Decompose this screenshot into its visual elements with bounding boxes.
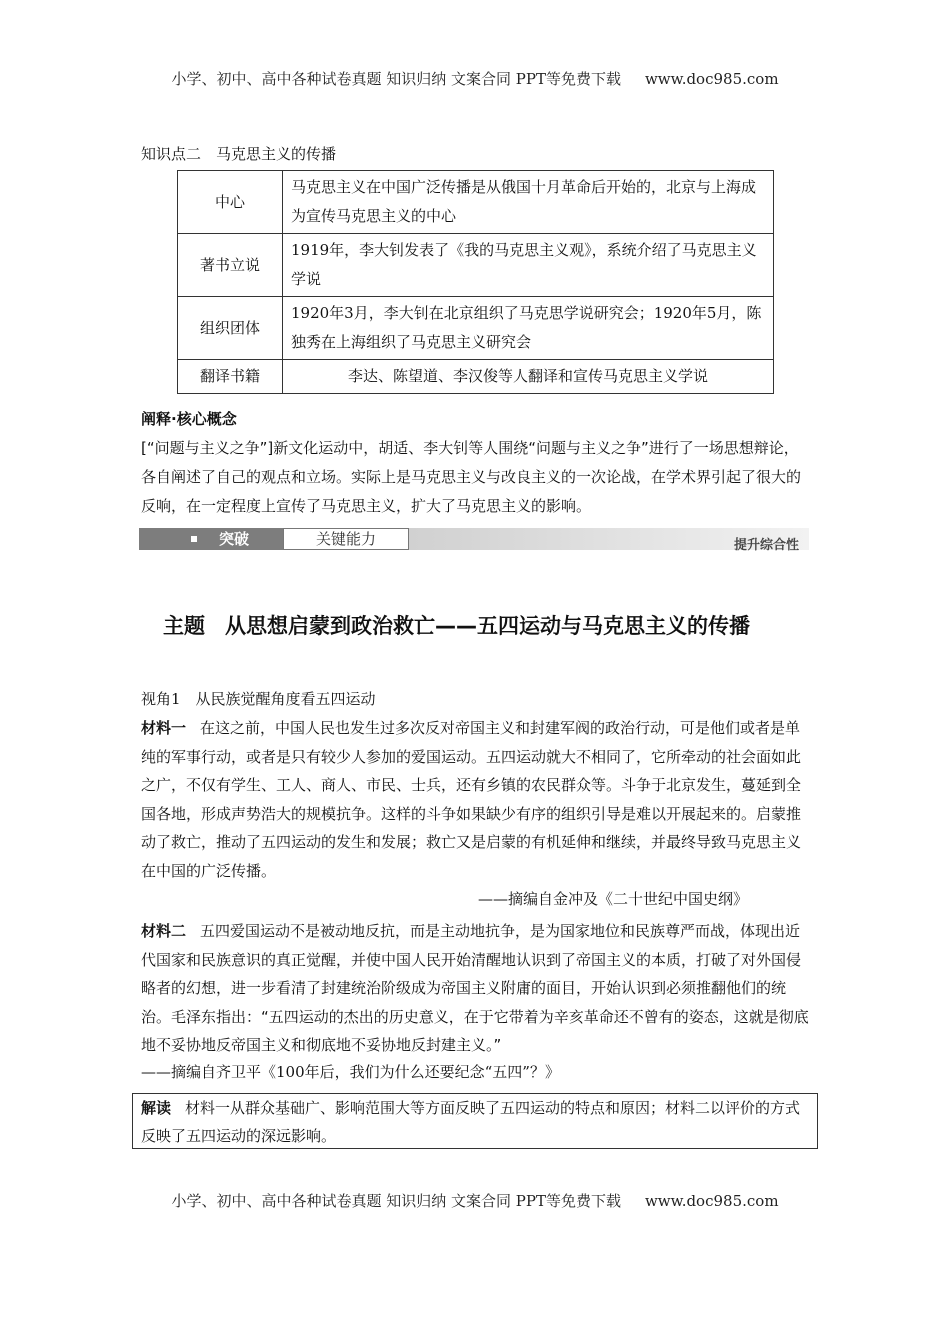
angle-heading: 视角1 从民族觉醒角度看五四运动	[141, 690, 376, 708]
table-value: 李达、陈望道、李汉俊等人翻译和宣传马克思主义学说	[283, 360, 774, 394]
theme-title: 从思想启蒙到政治救亡——五四运动与马克思主义的传播	[225, 614, 750, 638]
material-label: 材料一	[141, 719, 187, 737]
table-row	[178, 297, 774, 360]
material-text: 五四爱国运动不是被动地反抗，而是主动地抗争，是为国家地位和民族尊严而战，体现出近代国家和民族意识的真正觉醒，并使中国人民开始清醒地认识到了帝国主义的本质，打破了对外国侵略者的幻想，进一步看清了封建统治阶级成为帝国主义附庸的面目，开始认识到必须推翻他们的统治。毛泽东指出：“五四运动的杰出的历史意义，在于它带着为辛亥革命还不曾有的姿态，这就是彻底地不妥协地反帝国主义和彻底地不妥协地反封建主义。”	[141, 922, 809, 1054]
concept-heading: 阐释·核心概念	[141, 410, 237, 428]
table-value: 1920年3月，李大钊在北京组织了马克思学说研究会；1920年5月，陈独秀在上海组织了马克思主义研究会	[283, 297, 774, 360]
header-text: 小学、初中、高中各种试卷真题 知识归纳 文案合同 PPT等免费下载	[171, 70, 621, 88]
banner-tag	[139, 528, 283, 550]
material-two-source: ——摘编自齐卫平《100年后，我们为什么还要纪念“五四”？》	[141, 1063, 560, 1081]
material-one-source: ——摘编自金冲及《二十世纪中国史纲》	[478, 890, 749, 908]
table-row	[178, 234, 774, 297]
table-value: 1919年，李大钊发表了《我的马克思主义观》，系统介绍了马克思主义学说	[283, 234, 774, 297]
square-bullet-icon	[191, 536, 197, 542]
banner-left-label: 突破	[219, 530, 250, 548]
interpretation-text: 材料一从群众基础广、影响范围大等方面反映了五四运动的特点和原因；材料二以评价的方式反映了五四运动的深远影响。	[141, 1099, 801, 1145]
interpretation-label: 解读	[141, 1099, 172, 1117]
banner-middle-label: 关键能力	[283, 528, 409, 550]
table-key: 著书立说	[178, 234, 283, 297]
footer-site[interactable]: www.doc985.com	[644, 1192, 779, 1210]
header-site[interactable]: www.doc985.com	[644, 70, 779, 88]
table-row	[178, 171, 774, 234]
page-footer	[0, 1190, 950, 1211]
section-title: 知识点二 马克思主义的传播	[141, 145, 337, 163]
material-text: 在这之前，中国人民也发生过多次反对帝国主义和封建军阀的政治行动，可是他们或者是单纯的军事行动，或者是只有较少人参加的爱国运动。五四运动就大不相同了，它所牵动的社会面如此之广，不仅有学生、工人、商人、市民、士兵，还有乡镇的农民群众等。斗争于北京发生，蔓延到全国各地，形成声势浩大的规模抗争。这样的斗争如果缺少有序的组织引导是难以开展起来的。启蒙推动了救亡，推动了五四运动的发生和发展；救亡又是启蒙的有机延伸和继续，并最终导致马克思主义在中国的广泛传播。	[141, 719, 802, 880]
material-two	[141, 917, 813, 1060]
section-banner	[139, 528, 809, 554]
interpretation-box	[132, 1093, 818, 1149]
table-key: 中心	[178, 171, 283, 234]
table-row	[178, 360, 774, 394]
banner-right-label: 提升综合性	[733, 538, 799, 553]
theme-label: 主题	[163, 614, 205, 638]
material-label: 材料二	[141, 922, 187, 940]
table-key: 组织团体	[178, 297, 283, 360]
material-one	[141, 714, 813, 885]
theme-heading	[163, 610, 750, 640]
page-header	[0, 68, 950, 89]
footer-text: 小学、初中、高中各种试卷真题 知识归纳 文案合同 PPT等免费下载	[171, 1192, 621, 1210]
table-key: 翻译书籍	[178, 360, 283, 394]
concept-text: [“问题与主义之争”]新文化运动中，胡适、李大钊等人围绕“问题与主义之争”进行了一场思想辩论，各自阐述了自己的观点和立场。实际上是马克思主义与改良主义的一次论战，在学术界引起了很大的反响，在一定程度上宣传了马克思主义，扩大了马克思主义的影响。	[141, 439, 802, 515]
knowledge-table	[177, 170, 774, 394]
table-value: 马克思主义在中国广泛传播是从俄国十月革命后开始的，北京与上海成为宣传马克思主义的中心	[283, 171, 774, 234]
